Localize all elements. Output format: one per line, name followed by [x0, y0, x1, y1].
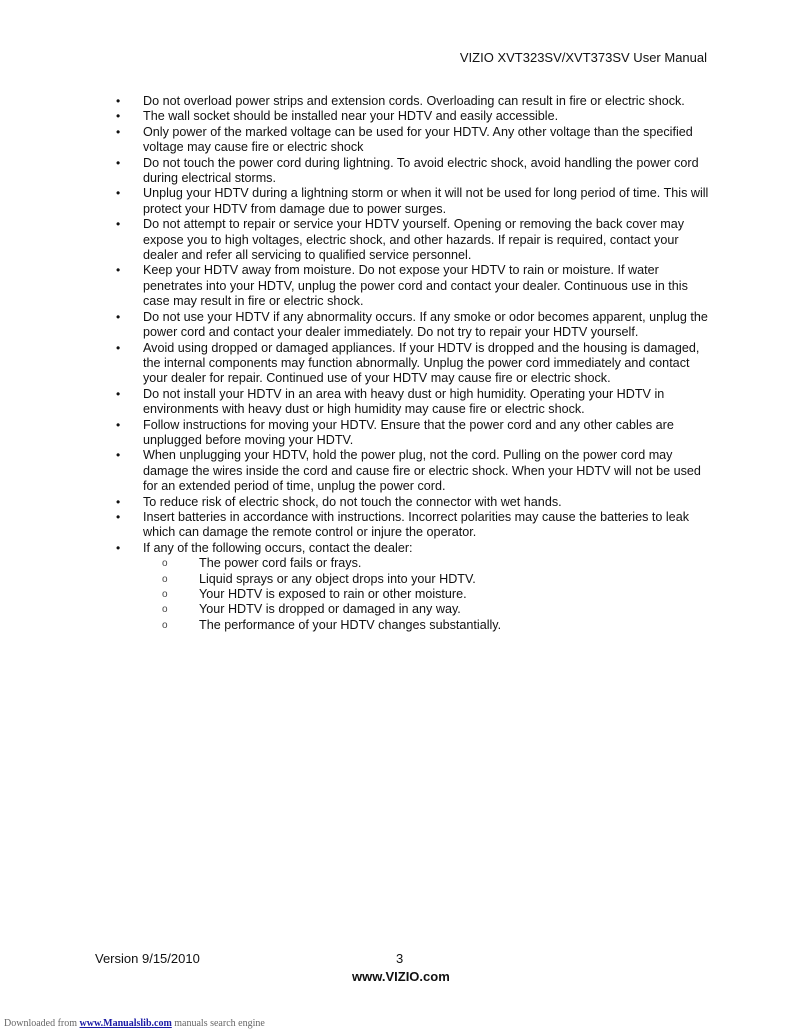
circle-bullet-icon: o	[162, 604, 168, 616]
list-item: • To reduce risk of electric shock, do not touch the connector with wet hands.	[116, 494, 562, 509]
sub-list-item: o The performance of your HDTV changes substantially.	[162, 617, 502, 632]
bullet-icon: •	[116, 94, 121, 108]
bullet-icon: •	[116, 540, 121, 555]
list-item: • Do not use your HDTV if any abnormality occurs. If any smoke or odor becomes apparent, unplug the power cord and contact your dealer immediately. Do not try to repair your HDTV yourself.	[116, 309, 708, 340]
page-header-title: VIZIO XVT323SV/XVT373SV User Manual	[459, 50, 707, 65]
bullet-icon: •	[116, 494, 121, 509]
list-item: • Follow instructions for moving your HDTV. Ensure that the power cord and any other cables are unplugged before moving your HDTV.	[116, 417, 674, 447]
sub-bullet-list	[114, 556, 714, 633]
circle-bullet-icon: o	[162, 589, 168, 600]
bullet-icon: •	[116, 417, 121, 432]
download-notice: Downloaded from www.Manualslib.com manuals search engine	[4, 1018, 265, 1029]
bullet-icon: •	[116, 109, 121, 124]
list-item: • Do not install your HDTV in an area with heavy dust or high humidity. Operating your HDTV in environments with heavy dust or high humidity may cause fire or electric shock.	[116, 386, 665, 417]
bullet-icon: •	[116, 263, 121, 278]
manualslib-link[interactable]: www.Manualslib.com	[79, 1018, 172, 1029]
circle-bullet-icon: o	[162, 558, 168, 570]
bullet-icon: •	[116, 217, 121, 232]
sub-list-item: o Liquid sprays or any object drops into your HDTV.	[162, 571, 476, 586]
safety-bullet-list	[114, 94, 714, 633]
list-item: • If any of the following occurs, contact the dealer:	[116, 540, 413, 555]
bullet-icon: •	[116, 309, 121, 324]
bullet-icon: •	[116, 340, 121, 355]
list-item: • Unplug your HDTV during a lightning storm or when it will not be used for long period of time. This will protect your HDTV from damage due to power surges.	[116, 186, 709, 216]
bullet-icon: •	[116, 386, 121, 401]
bullet-icon: •	[116, 509, 121, 524]
list-item: • Do not overload power strips and extension cords. Overloading can result in fire or electric shock.	[116, 94, 685, 108]
bullet-icon: •	[116, 448, 121, 463]
bullet-icon: •	[116, 186, 121, 201]
list-item: • Only power of the marked voltage can be used for your HDTV. Any other voltage than the specified voltage may cause fire or electric shock	[116, 124, 693, 155]
sub-list-item: o Your HDTV is dropped or damaged in any way.	[162, 602, 461, 617]
list-item: • Do not attempt to repair or service your HDTV yourself. Opening or removing the back cover may expose you to high voltages, electric shock, and other hazards. If repair is required, contact your dealer and refer all servicing to qualified service personnel.	[116, 217, 685, 263]
page-number: 3	[396, 951, 404, 966]
bullet-icon: •	[116, 124, 121, 139]
list-item: • When unplugging your HDTV, hold the power plug, not the cord. Pulling on the power cord may damage the wires inside the cord and cause fire or electric shock. When your HDTV will not be used for an extended period of time, unplug the power cord.	[116, 448, 701, 494]
list-item: • Avoid using dropped or damaged appliances. If your HDTV is dropped and the housing is damaged, the internal components may function abnormally. Unplug the power cord immediately and contact your dealer for repair. Continued use of your HDTV may cause fire or electric shock.	[116, 340, 700, 386]
sub-list-item: o The power cord fails or frays.	[162, 556, 362, 571]
sub-list-item: o Your HDTV is exposed to rain or other moisture.	[162, 587, 467, 601]
circle-bullet-icon: o	[162, 619, 168, 631]
list-item: • Do not touch the power cord during lightning. To avoid electric shock, avoid handling the power cord during electrical storms.	[116, 155, 699, 186]
bullet-icon: •	[116, 155, 121, 170]
list-item: • Insert batteries in accordance with instructions. Incorrect polarities may cause the batteries to leak which can damage the remote control or injure the operator.	[116, 509, 689, 540]
list-item: • Keep your HDTV away from moisture. Do not expose your HDTV to rain or moisture. If water penetrates into your HDTV, unplug the power cord and contact your dealer. Continuous use in this case may result in fire or electric shock.	[116, 263, 688, 309]
circle-bullet-icon: o	[162, 573, 168, 585]
footer-url: www.VIZIO.com	[352, 969, 450, 984]
list-item: • The wall socket should be installed near your HDTV and easily accessible.	[116, 109, 559, 124]
footer-version: Version 9/15/2010	[95, 951, 200, 966]
